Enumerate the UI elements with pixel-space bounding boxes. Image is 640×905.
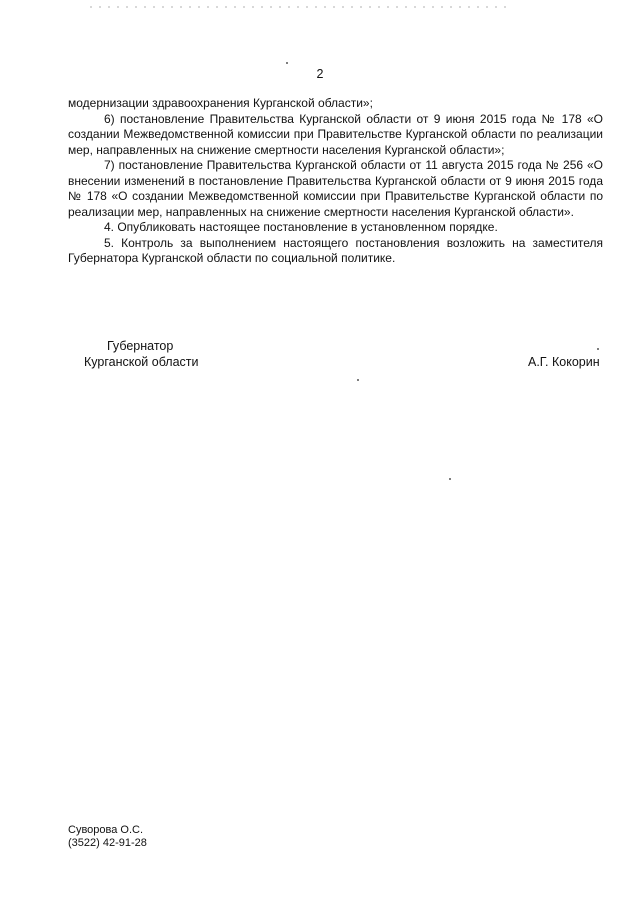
- signatory-name: А.Г. Кокорин: [528, 355, 600, 369]
- document-body: [68, 96, 603, 267]
- paragraph-item-4-publish: 4. Опубликовать настоящее постановление в установленном порядке.: [104, 220, 498, 234]
- page-number: 2: [316, 67, 324, 81]
- signatory-title-line1: Губернатор: [107, 339, 174, 353]
- paragraph-continuation: модернизации здравоохранения Курганской области»;: [68, 96, 373, 110]
- scan-speck: [357, 379, 359, 381]
- executor-block: [68, 824, 147, 850]
- executor-name: Суворова О.С.: [68, 824, 144, 836]
- signature-block: [0, 338, 640, 378]
- scan-speck: [286, 62, 288, 64]
- scan-speck: [449, 478, 451, 480]
- executor-phone: (3522) 42-91-28: [68, 837, 147, 849]
- scan-artifact-top: [90, 6, 510, 8]
- paragraph-item-5-control: 5. Контроль за выполнением настоящего постановления возложить на заместителя Губернатора Курганской области по социальной политике.: [68, 235, 603, 265]
- signatory-title-line2: Курганской области: [84, 355, 199, 369]
- scan-speck: [597, 348, 599, 350]
- paragraph-item-7: 7) постановление Правительства Курганской области от 11 августа 2015 года № 256 «О внесении изменений в постановление Правительства Курганской области от 9 июня 2015 года № 178 «О создании Межведомственной комиссии при Правительстве Курганской области по реализации мер, направленных на снижение смертности населения Курганской области».: [68, 158, 603, 219]
- paragraph-item-6: 6) постановление Правительства Курганской области от 9 июня 2015 года № 178 «О создании Межведомственной комиссии при Правительстве Курганской области по реализации мер, направленных на снижение смертности населения Курганской области»;: [68, 111, 603, 157]
